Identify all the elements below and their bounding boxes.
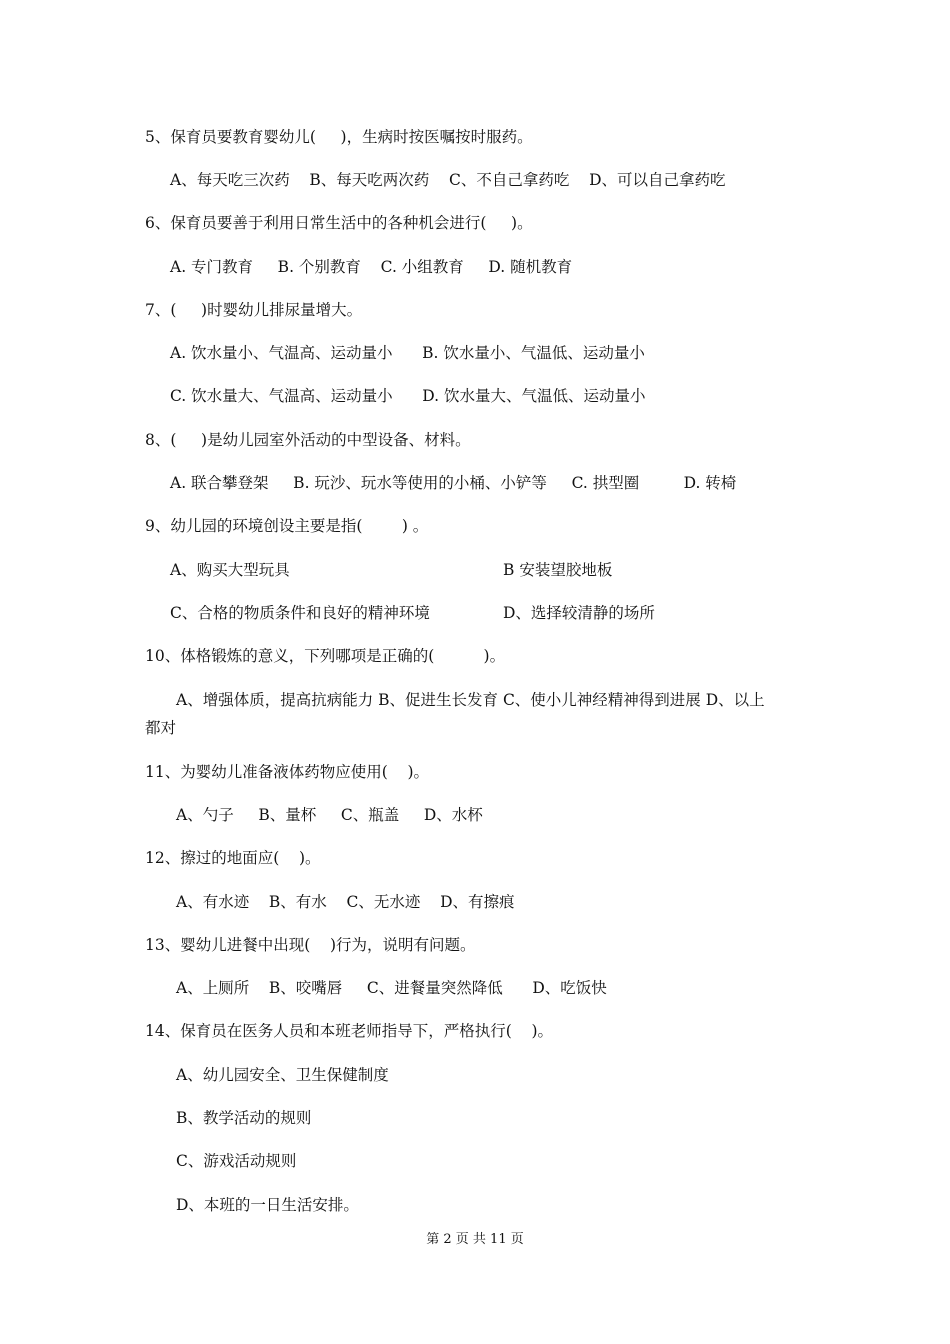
question-12-stem: 12、擦过的地面应( )。 xyxy=(145,849,321,867)
question-6-stem: 6、保育员要善于利用日常生活中的各种机会进行( )。 xyxy=(145,214,533,232)
question-5-stem: 5、保育员要教育婴幼儿( )，生病时按医嘱按时服药。 xyxy=(145,128,533,146)
question-11-options: A、勺子 B、量杯 C、瓶盖 D、水杯 xyxy=(176,806,483,824)
page-number-footer: 第 2 页 共 11 页 xyxy=(426,1232,524,1247)
question-11-stem: 11、为婴幼儿准备液体药物应使用( )。 xyxy=(145,763,430,781)
question-9-option-c: C、合格的物质条件和良好的精神环境 xyxy=(170,604,430,622)
question-12-options: A、有水迹 B、有水 C、无水迹 D、有擦痕 xyxy=(176,893,515,911)
question-13-options: A、上厕所 B、咬嘴唇 C、进餐量突然降低 D、吃饭快 xyxy=(176,979,607,997)
question-8-stem: 8、( )是幼儿园室外活动的中型设备、材料。 xyxy=(145,431,471,449)
question-7-options-ab: A. 饮水量小、气温高、运动量小 B. 饮水量小、气温低、运动量小 xyxy=(170,344,645,362)
question-14-option-b: B、教学活动的规则 xyxy=(176,1109,312,1127)
question-7-stem: 7、( )时婴幼儿排尿量增大。 xyxy=(145,301,363,319)
question-14-stem: 14、保育员在医务人员和本班老师指导下，严格执行( )。 xyxy=(145,1022,554,1040)
question-9-stem: 9、幼儿园的环境创设主要是指( ) 。 xyxy=(145,517,429,535)
question-8-options: A. 联合攀登架 B. 玩沙、玩水等使用的小桶、小铲等 C. 拱型圈 D. 转椅 xyxy=(170,474,737,492)
question-9-option-b: B 安装望胶地板 xyxy=(503,561,613,579)
question-5-options: A、每天吃三次药 B、每天吃两次药 C、不自己拿药吃 D、可以自己拿药吃 xyxy=(170,171,726,189)
question-10-options-wrap: 都对 xyxy=(145,719,177,737)
question-10-stem: 10、体格锻炼的意义，下列哪项是正确的( )。 xyxy=(145,647,506,665)
question-14-option-a: A、幼儿园安全、卫生保健制度 xyxy=(176,1066,389,1084)
question-13-stem: 13、婴幼儿进餐中出现( )行为，说明有问题。 xyxy=(145,936,476,954)
question-6-options: A. 专门教育 B. 个别教育 C. 小组教育 D. 随机教育 xyxy=(170,258,573,276)
question-7-options-cd: C. 饮水量大、气温高、运动量小 D. 饮水量大、气温低、运动量小 xyxy=(170,387,646,405)
question-14-option-c: C、游戏活动规则 xyxy=(176,1152,297,1170)
question-10-options: A、增强体质，提高抗病能力 B、促进生长发育 C、使小儿神经精神得到进展 D、以上 xyxy=(176,691,765,709)
question-14-option-d: D、本班的一日生活安排。 xyxy=(176,1196,359,1214)
question-9-option-a: A、购买大型玩具 xyxy=(170,561,290,579)
question-9-option-d: D、选择较清静的场所 xyxy=(503,604,655,622)
